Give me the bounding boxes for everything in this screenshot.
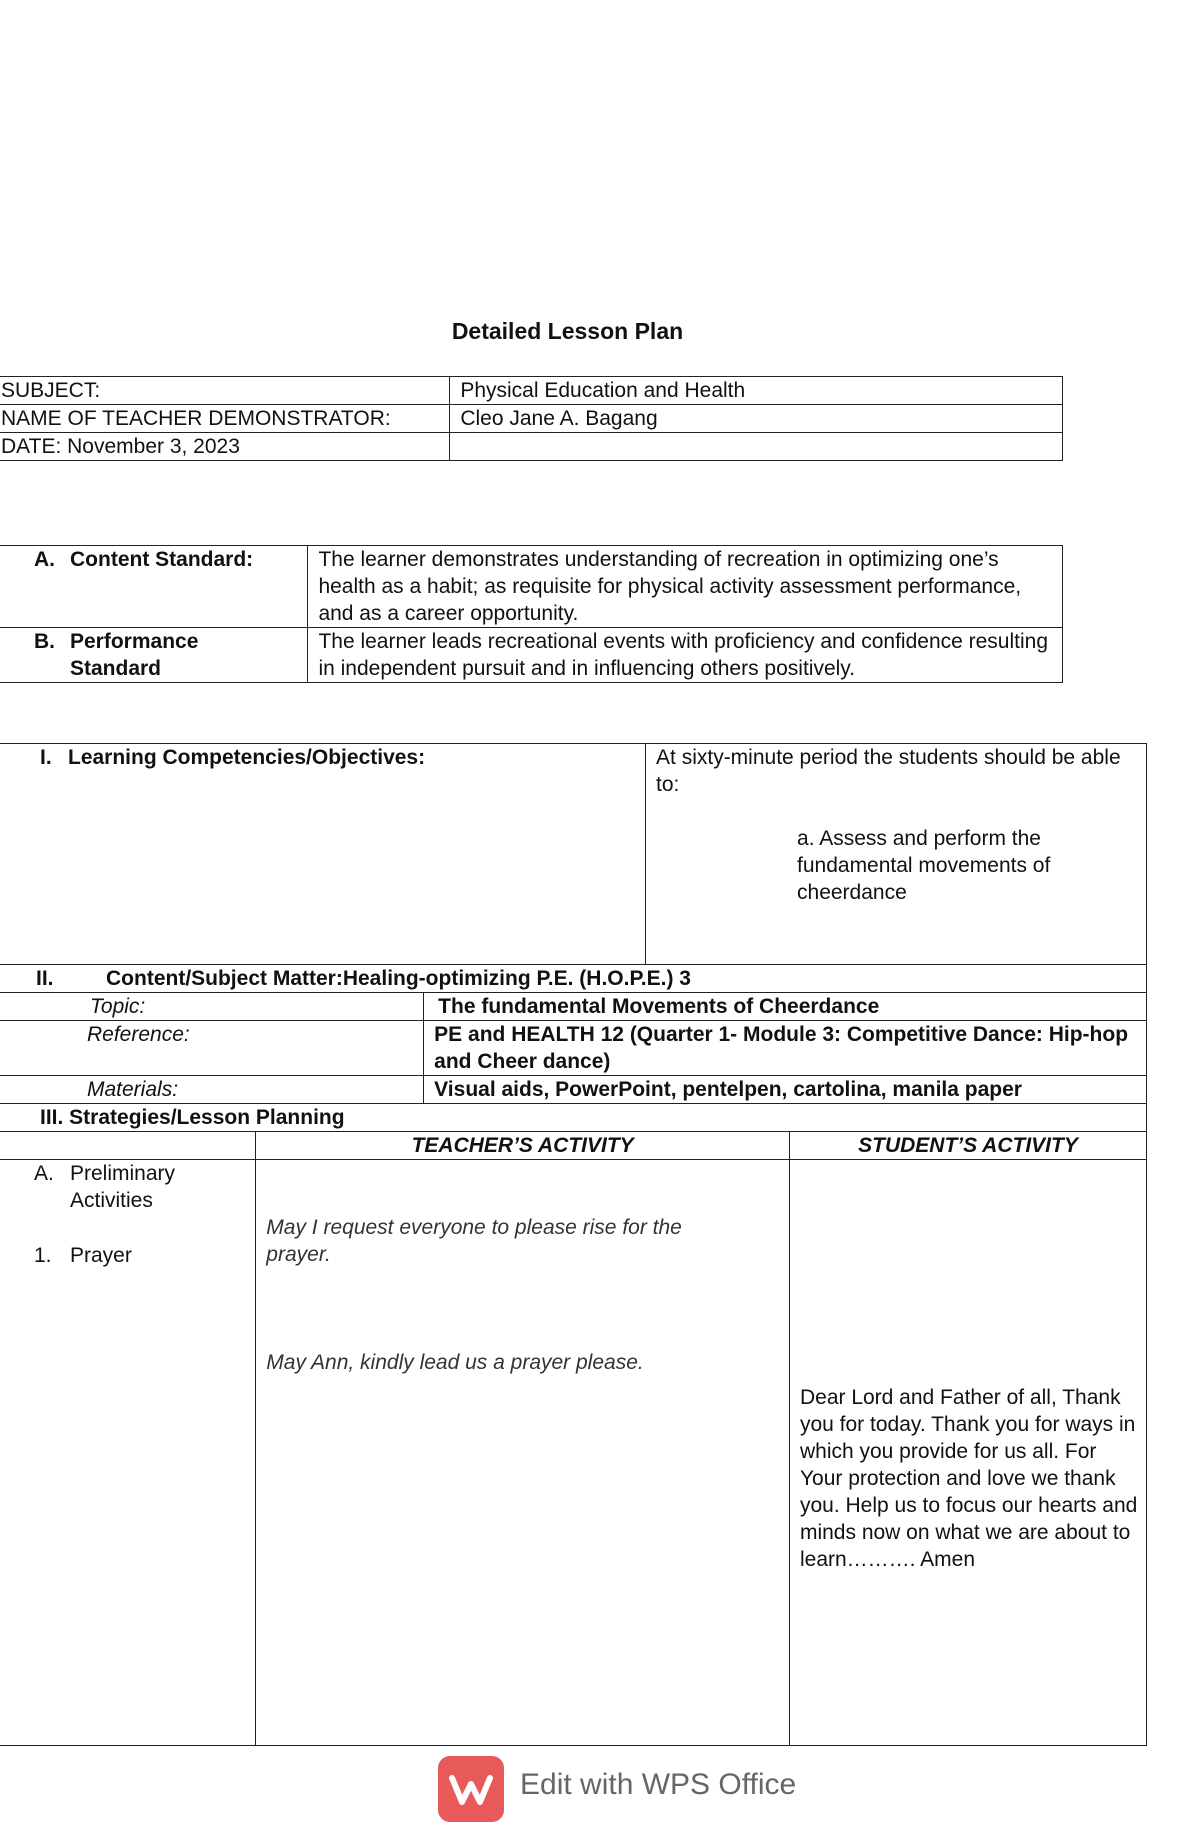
preliminary-label: Preliminary Activities [70, 1162, 176, 1212]
page-title: Detailed Lesson Plan [451, 318, 684, 344]
topic-label: Topic: [0, 993, 424, 1021]
reference-value: PE and HEALTH 12 (Quarter 1- Module 3: Competitive Dance: Hip-hop and Cheer dance) [424, 1021, 1147, 1076]
reference-label: Reference: [0, 1021, 424, 1076]
objective-a: a. Assess and perform the fundamental movements of cheerdance [797, 827, 1051, 904]
performance-standard-title: Performance Standard [70, 630, 199, 680]
teacher-instruction-1: May I request everyone to please rise for the prayer. [266, 1216, 682, 1266]
standards-table [0, 545, 1063, 683]
table-row [0, 993, 1147, 1021]
table-row [0, 1021, 1147, 1076]
teacher-activity-header: TEACHER’S ACTIVITY [256, 1132, 790, 1160]
objectives-intro: At sixty-minute period the students should be able to: [656, 746, 1121, 796]
table-row [0, 377, 1063, 405]
table-row [0, 965, 1147, 993]
content-standard-label [0, 546, 308, 628]
wps-logo-icon [438, 1756, 504, 1822]
student-prayer-text: Dear Lord and Father of all, Thank you for today. Thank you for ways in which you provide for us all. For Your protection and love we thank you. Help us to focus our hearts and minds now on what we are about to learn………. Amen [799, 1386, 1138, 1571]
teacher-activity-cell [256, 1160, 790, 1746]
objectives-mark: I. [40, 746, 52, 769]
objectives-label-cell [0, 744, 646, 965]
student-activity-cell [789, 1160, 1146, 1746]
table-row [0, 744, 1147, 965]
content-matter-mark: II. [36, 967, 54, 990]
preliminary-mark: A. [34, 1162, 54, 1185]
objectives-cell [646, 744, 1147, 965]
content-standard-mark: A. [34, 548, 55, 571]
table-row [0, 1160, 1147, 1746]
table-row [0, 405, 1063, 433]
table-row [0, 1104, 1147, 1132]
objectives-title: Learning Competencies/Objectives: [68, 746, 426, 769]
table-row [0, 546, 1063, 628]
strategies-title: III. Strategies/Lesson Planning [0, 1104, 1147, 1132]
lesson-table [0, 743, 1147, 1746]
wps-watermark-text: Edit with WPS Office [520, 1768, 797, 1801]
materials-value: Visual aids, PowerPoint, pentelpen, cartolina, manila paper [424, 1076, 1147, 1104]
activity-header-blank [0, 1132, 256, 1160]
table-row [0, 1132, 1147, 1160]
prayer-label: Prayer [70, 1244, 132, 1267]
subject-label: SUBJECT: [0, 377, 450, 405]
content-matter-cell [0, 965, 1147, 993]
table-row [0, 1076, 1147, 1104]
header-table [0, 376, 1063, 461]
table-row [0, 628, 1063, 683]
topic-value: The fundamental Movements of Cheerdance [424, 993, 1147, 1021]
subject-value: Physical Education and Health [450, 377, 1063, 405]
performance-standard-mark: B. [34, 630, 55, 653]
materials-label: Materials: [0, 1076, 424, 1104]
teacher-value: Cleo Jane A. Bagang [450, 405, 1063, 433]
student-activity-header: STUDENT’S ACTIVITY [789, 1132, 1146, 1160]
content-matter-title: Content/Subject Matter:Healing-optimizing P.E. (H.O.P.E.) 3 [106, 967, 691, 990]
date-value [450, 433, 1063, 461]
content-standard-text: The learner demonstrates understanding of recreation in optimizing one’s health as a habit; as requisite for physical activity assessment performance, and as a career opportunity. [308, 546, 1063, 628]
prayer-mark: 1. [34, 1244, 52, 1267]
content-standard-title: Content Standard: [70, 548, 254, 571]
performance-standard-label [0, 628, 308, 683]
teacher-instruction-2: May Ann, kindly lead us a prayer please. [266, 1351, 644, 1374]
activity-steps-cell [0, 1160, 256, 1746]
date-label: DATE: November 3, 2023 [0, 433, 450, 461]
table-row [0, 433, 1063, 461]
teacher-label: NAME OF TEACHER DEMONSTRATOR: [0, 405, 450, 433]
performance-standard-text: The learner leads recreational events with proficiency and confidence resulting in independent pursuit and in influencing others positively. [308, 628, 1063, 683]
